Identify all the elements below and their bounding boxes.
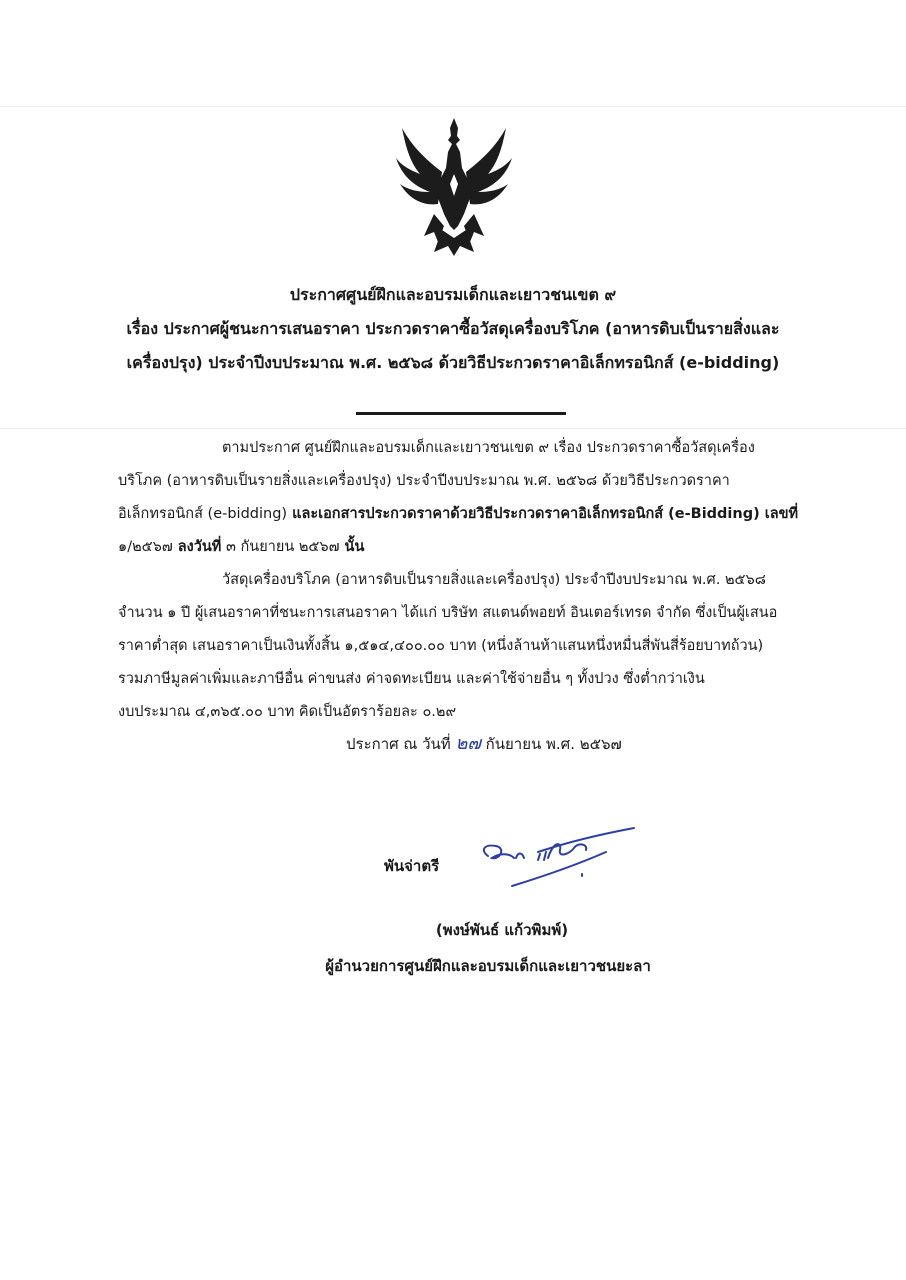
date-suffix: กันยายน พ.ศ. ๒๕๖๗ [485, 735, 622, 753]
p1-line3-a: อิเล็กทรอนิกส์ (e-bidding) [118, 506, 288, 522]
p1-line2: บริโภค (อาหารดิบเป็นรายสิ่งและเครื่องปรุง) ประจำปีงบประมาณ พ.ศ. ๒๕๖๘ ด้วยวิธีประกวดราคา [118, 473, 730, 489]
p1-line1: ตามประกาศ ศูนย์ฝึกและอบรมเด็กและเยาวชนเขต ๙ เรื่อง ประกวดราคาซื้อวัสดุเครื่อง [222, 440, 755, 456]
header-divider [356, 412, 566, 415]
scan-artifact [0, 106, 906, 107]
p2-line1: วัสดุเครื่องบริโภค (อาหารดิบเป็นรายสิ่งและเครื่องปรุง) ประจำปีงบประมาณ พ.ศ. ๒๕๖๘ [222, 572, 766, 588]
header-subject-line2: เครื่องปรุง) ประจำปีงบประมาณ พ.ศ. ๒๕๖๘ ด้วยวิธีประกวดราคาอิเล็กทรอนิกส์ (e-bidding) [126, 353, 780, 372]
p1-end: นั้น [339, 539, 365, 555]
date-prefix: ประกาศ ณ วันที่ [346, 735, 451, 753]
p1-dated-label: ลงวันที่ [172, 539, 222, 555]
p2-line5: งบประมาณ ๔,๓๖๕.๐๐ บาท คิดเป็นอัตราร้อยละ ๐.๒๙ [118, 704, 457, 720]
signatory-name: (พงษ์พันธ์ แก้วพิมพ์) [435, 921, 569, 939]
announcement-header [100, 278, 806, 380]
p2-line4: รวมภาษีมูลค่าเพิ่มและภาษีอื่น ค่าขนส่ง ค่าจดทะเบียน และค่าใช้จ่ายอื่น ๆ ทั้งปวง ซึ่งต่ำกว่าเงิน [118, 671, 705, 687]
header-subject-line1: เรื่อง ประกาศผู้ชนะการเสนอราคา ประกวดราคาซื้อวัสดุเครื่องบริโภค (อาหารดิบเป็นรายสิ่งและ [126, 319, 780, 338]
garuda-emblem [394, 118, 514, 256]
p1-ref-number: ๑/๒๕๖๗ [118, 539, 173, 555]
p1-ref-date: ๓ กันยายน ๒๕๖๗ [221, 539, 340, 555]
header-issuer: ประกาศศูนย์ฝึกและอบรมเด็กและเยาวชนเขต ๙ [289, 285, 617, 304]
signatory-position: ผู้อำนวยการศูนย์ฝึกและอบรมเด็กและเยาวชนยะลา [325, 957, 651, 975]
handwritten-day: ๒๗ [455, 733, 481, 754]
p1-line4 [118, 531, 364, 564]
signatory-rank: พันจ่าตรี [384, 857, 440, 875]
p1-line3 [118, 498, 798, 531]
p2-line2: จำนวน ๑ ปี ผู้เสนอราคาที่ชนะการเสนอราคา ได้แก่ บริษัท สแตนด์พอยท์ อินเตอร์เทรด จำกัด ซึ่งเป็นผู้เสนอ [118, 605, 778, 621]
handwritten-signature [478, 820, 640, 896]
announcement-date [346, 732, 622, 756]
p1-line3-b: และเอกสารประกวดราคาด้วยวิธีประกวดราคาอิเล็กทรอนิกส์ (e-Bidding) เลขที่ [287, 506, 799, 522]
p2-line3: ราคาต่ำสุด เสนอราคาเป็นเงินทั้งสิ้น ๑,๕๑๔,๔๐๐.๐๐ บาท (หนึ่งล้านห้าแสนหนึ่งหมื่นสี่พันสี่ร้อยบาทถ้วน) [118, 638, 764, 654]
scan-artifact [0, 428, 906, 429]
